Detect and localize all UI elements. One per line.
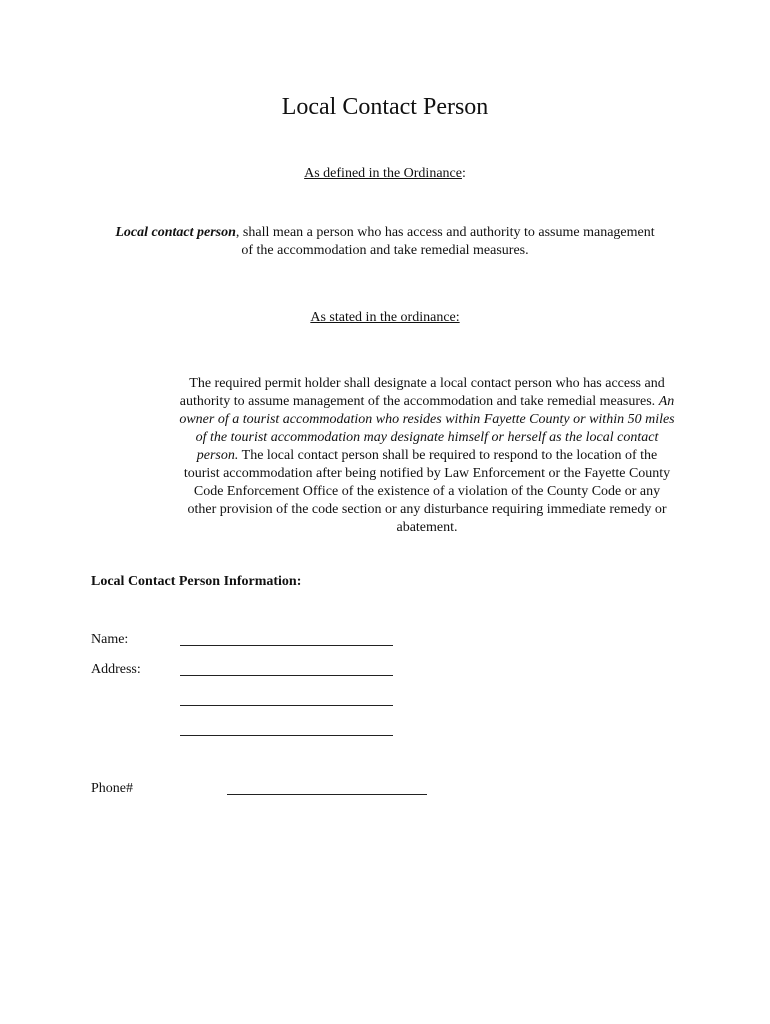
name-line[interactable] xyxy=(180,645,393,646)
ordinance-excerpt xyxy=(178,375,676,537)
phone-line[interactable] xyxy=(227,794,427,795)
ordinance-excerpt-part1: The required permit holder shall designate a local contact person who has access and authority to assume management of the accommodation and take remedial measures. xyxy=(179,376,665,409)
ordinance-excerpt-part2: The local contact person shall be required to respond to the location of the tourist accommodation after being notified by Law Enforcement or the Fayette County Code Enforcement Office of the existence of a violation of the County Code or any other provision of the code section or any disturbance requiring immediate remedy or abatement. xyxy=(183,448,671,535)
ordinance-excerpt-italic: An owner of a tourist accommodation who resides within Fayette County or within 50 miles of the tourist accommodation may designate himself or herself as the local contact person. xyxy=(179,394,675,463)
defined-heading-colon: : xyxy=(461,166,466,181)
defined-heading-text: As defined in the Ordinance xyxy=(304,166,462,181)
info-heading: Local Contact Person Information: xyxy=(91,574,302,589)
defined-heading xyxy=(0,165,770,183)
name-label: Name: xyxy=(91,632,129,647)
definition-text: , shall mean a person who has access and authority to assume management of the accommodation and take remedial measures. xyxy=(235,225,655,258)
address-line-2[interactable] xyxy=(180,705,393,706)
definition-term: Local contact person xyxy=(115,225,236,240)
stated-heading-text: As stated in the ordinance: xyxy=(310,310,460,325)
phone-label: Phone# xyxy=(91,781,133,796)
address-label: Address: xyxy=(91,662,141,677)
address-line-1[interactable] xyxy=(180,675,393,676)
address-line-3[interactable] xyxy=(180,735,393,736)
stated-heading xyxy=(0,309,770,327)
document-title: Local Contact Person xyxy=(281,94,489,120)
definition-paragraph xyxy=(110,224,660,260)
